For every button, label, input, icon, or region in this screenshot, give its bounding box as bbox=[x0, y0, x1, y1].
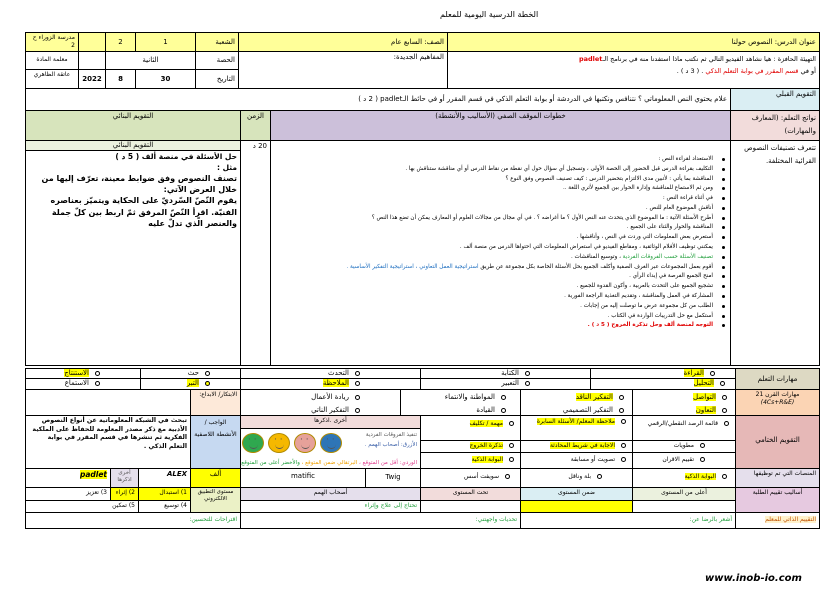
stimulus-line2c: . ( 3 د ) . bbox=[676, 67, 706, 76]
platform-matific: matific bbox=[240, 468, 366, 488]
platform-alef: ألف bbox=[190, 468, 241, 488]
step-text: أقوم بعمل المجموعات عبر الغرف الصفية وأكلف الجميع بحل الأسئلة الخاصة بكل مجموعة عن طريق bbox=[478, 263, 713, 270]
skill-speaking: التحدث bbox=[240, 368, 421, 379]
stimulus bbox=[447, 51, 820, 89]
grade: الصف: السابع عام bbox=[238, 32, 448, 52]
formative-line: يقوم النّصّ السّرديّ على الحكاية ويتميّز بعناصره الفنيّة. اقرأ النّصّ المرفق ثمّ اربط بين كلّ جملة والعنصر الّذي تدلّ عليه bbox=[50, 196, 237, 228]
teacher-label: معلمة المادة bbox=[25, 51, 79, 70]
date-label: التاريخ bbox=[195, 69, 239, 89]
step-item: أناقش الموضوع العام للنص . bbox=[274, 204, 713, 214]
summative-item: ملاحظة المعلم/ الأسئلة السابرة bbox=[520, 415, 633, 441]
assessment-styles-label: أساليب تقييم الطلبة bbox=[735, 487, 820, 513]
level-below: تحت المستوى bbox=[420, 487, 521, 501]
homework-label: الواجب / الأنشطة اللاصفية bbox=[190, 415, 241, 469]
summative-label: التقويم الختامي bbox=[735, 415, 820, 469]
blank-cell bbox=[78, 51, 106, 70]
e-level-label: مستوى التطبيق الالكتروني bbox=[190, 487, 241, 513]
green-face-icon bbox=[242, 433, 264, 453]
teacher-name: عاتقة الظاهري bbox=[25, 69, 79, 89]
platform-twig: Twig bbox=[365, 468, 421, 488]
platform-swift: سويفت أسس bbox=[420, 468, 521, 488]
step-item: التكليف بقراءة الدرس قبل الحضور إلى الحصة الأولى ، وتسجيل أي سؤال حول أي نقطة من نقاط الدرس أو أي مناقشة ستناقش بها . bbox=[274, 165, 713, 175]
school-name: مدرسة الزوراء ح 2 bbox=[25, 32, 79, 52]
date-day: 30 bbox=[135, 69, 196, 89]
new-concepts: المفاهيم الجديدة: bbox=[238, 51, 448, 89]
formative-line: حل الأسئلة في منصة ألف ( 5 د ) bbox=[115, 152, 237, 161]
skill-observation: الملاحظة bbox=[240, 378, 421, 390]
summative-item: الاجابة في شريط المحادثة bbox=[520, 440, 633, 453]
summative-item: تصويت أو مسابقة bbox=[520, 452, 633, 469]
step-item: تشجيع الجميع على التحدث بالعربية ، وأكون القدوة للجميع . bbox=[274, 282, 713, 292]
e-level-enrichment[interactable]: 2) إثراء bbox=[110, 487, 139, 501]
section-label: الشعبة bbox=[195, 32, 239, 52]
period-value: الثانية bbox=[105, 51, 196, 70]
skills-label: مهارات التعلم bbox=[735, 368, 820, 390]
suggestions-field[interactable]: اقتراحات للتحسين: bbox=[25, 512, 241, 529]
pre-assessment-label: التقويم القبلي bbox=[730, 88, 820, 111]
satisfied-field[interactable]: أشعر بالرضا عن: bbox=[520, 512, 736, 529]
skills21-col2: التفكير الناقد التفكير التصميمي bbox=[520, 389, 633, 416]
section-value: 1 bbox=[135, 32, 196, 52]
step-item: في أثناء قراءة النص : bbox=[274, 194, 713, 204]
step-rest: ، وتوسيع المناقشات . bbox=[570, 253, 621, 260]
stimulus-line2a: أو في bbox=[798, 67, 816, 76]
formative-line: مثل : bbox=[216, 162, 237, 172]
period-label: الحصة bbox=[195, 51, 239, 70]
pink-face-icon bbox=[294, 433, 316, 453]
platforms-label: المنصات التي تم توظيفها bbox=[735, 468, 820, 488]
summative-item: مهمة / تكليف bbox=[420, 415, 521, 441]
formative-header: التقويم البنائي bbox=[25, 110, 241, 141]
step-item bbox=[274, 253, 713, 263]
creativity-label: الابتكار/ الابداع: bbox=[190, 389, 241, 416]
e-level-substitution[interactable]: 1) استبدال bbox=[138, 487, 191, 501]
skills21-label: مهارات القرن 21 (4Cs+R&E) bbox=[735, 389, 820, 416]
formative-subheader: التقويم البنائي bbox=[25, 140, 241, 151]
pre-assessment-text: علام يحتوي النص المعلوماتي ؟ نتنافس ونكتبها في الدردشة أو بوابة التعلم الذكي في قسم المقرر أو في حائط الـpadlet ( 2 د ) bbox=[25, 88, 731, 111]
stimulus-line2b: قسم المقرر في بوابة التعلم الذكي bbox=[705, 67, 799, 76]
challenges-field[interactable]: تحديات واجهتني: bbox=[240, 512, 521, 529]
platform-bla: بلة وناقل bbox=[520, 468, 633, 488]
step-item: أستكمل مع حل التدريبات الواردة في الكتاب . bbox=[274, 312, 713, 322]
step-blue: استراتيجية العمل التعاوني ، استراتيجية التفكير الأساسية . bbox=[346, 263, 479, 270]
skill-writing: الكتابة bbox=[420, 368, 591, 379]
summative-other: أخرى .اذكرها bbox=[240, 415, 421, 429]
step-item: ومن ثم الاستماع للمناقشة وإدارة الحوار بين الجميع لأثري اللغة .. bbox=[274, 184, 713, 194]
platform-smart-portal: البوابة الذكية bbox=[632, 468, 736, 488]
padlet-label: padlet bbox=[578, 55, 603, 63]
remedial-text: تحتاج إلى علاج وإثراء bbox=[240, 500, 421, 513]
summative-item: مطويات bbox=[632, 440, 736, 453]
platform-alex: ALEX bbox=[138, 468, 191, 488]
lesson-title: عنوان الدرس: النصوص حولنا bbox=[447, 32, 820, 52]
steps-header: خطوات الموقف الصفي (الأساليب والأنشطة) bbox=[270, 110, 731, 141]
skill-hath: حث bbox=[140, 368, 241, 379]
orange-face-icon bbox=[268, 433, 290, 453]
outcome-text: تتعرف تصنيفات النصوص القرائية المختلفة. bbox=[730, 140, 820, 366]
e-level-reinforce[interactable]: 3) تعزيز bbox=[25, 487, 111, 501]
step-green: تصنيف الأسئلة حسب الفروقات الفردية bbox=[622, 253, 713, 260]
summative-item: تقييم الاقران bbox=[632, 452, 736, 469]
step-item: المناقشة بما يأتي : لأتبين مدى الالتزام بتحضير الدرس : كيف تصنيف النصوص وفق النوع ؟ bbox=[274, 175, 713, 185]
differentiation: تنفيذ الفروقات الفردية الأزرق: أصحاب الهمم . الوردي: أقل من المتوقع ، البرتقالي ضمن المتوقع ، والأخضر أعلى من المتوقع bbox=[240, 428, 421, 469]
formative-content bbox=[25, 150, 241, 366]
footer-url[interactable]: www.inob-io.com bbox=[705, 573, 802, 584]
skill-listening: الاستماع bbox=[25, 378, 141, 390]
level-within: ضمن المستوى bbox=[520, 487, 633, 501]
e-level-expand[interactable]: 4) توسيع bbox=[138, 500, 191, 513]
summative-item: تذكرة الخروج bbox=[420, 440, 521, 453]
skill-expression: التعبير bbox=[420, 378, 591, 390]
step-item: يمكنني توظيف الأفلام الوثائقية ، ومقاطع الفيديو في استعراض المعلومات التي احتواها الدرس من منصة ألف . bbox=[274, 243, 713, 253]
skill-analysis: التحليل bbox=[590, 378, 736, 390]
platform-other: أخرى اذكرها bbox=[110, 468, 139, 488]
skills21-col4: ريادة الأعمال التفكير الناتي bbox=[240, 389, 401, 416]
step-item: المشاركة في العمل والمناقشة ، وتقديم التغذية الراجعة الفورية . bbox=[274, 292, 713, 302]
blue-face-icon bbox=[320, 433, 342, 453]
step-item: الطلب من كل مجموعة عرض ما توصلت إليه من إجابات . bbox=[274, 302, 713, 312]
homework-text: تبحث في الشبكة المعلوماتية عن أنواع النصوص الأدبية مع ذكر مصدر المعلومة للحفاظ على الملكية الفكرية ثم تنشرها في قسم المقرر في بوابة التعلم الذكي . bbox=[25, 415, 191, 469]
skills21-col3: المواطنة والانتماء القيادة bbox=[400, 389, 521, 416]
step-item: المناقشة والحوار والثناء على الجميع . bbox=[274, 223, 713, 233]
date-year: 2022 bbox=[78, 69, 106, 89]
skill-prediction: التبر bbox=[140, 378, 241, 390]
step-item: التوجه لمنصة ألف وحل تذكرة الخروج ( 5 د ) . bbox=[274, 321, 713, 331]
steps-list bbox=[274, 155, 727, 331]
self-eval-label: التقييم الذاتي للمعلم bbox=[735, 512, 820, 529]
skills21-col1: التواصل التعاون bbox=[632, 389, 736, 416]
formative-line: تصنف النصوص وفق ضوابط معينة، تعرّف إليها من خلال العرض الآتي: bbox=[41, 174, 237, 195]
step-item bbox=[274, 263, 713, 273]
date-month: 8 bbox=[105, 69, 136, 89]
platform-padlet: padlet bbox=[25, 468, 111, 488]
step-item: امنح الجميع الفرصة في إبداء الرأي . bbox=[274, 272, 713, 282]
outcomes-header: نواتج التعلم: (المعارف والمهارات) bbox=[730, 110, 820, 141]
time-value: 20 د bbox=[240, 140, 271, 366]
summative-item: قائمة الرصد النقطي/الرقمي bbox=[632, 415, 736, 441]
e-level-empower[interactable]: 5) تمكين bbox=[25, 500, 139, 513]
summative-item: البوابة الذكية bbox=[420, 452, 521, 469]
section-value-2: 2 bbox=[105, 32, 136, 52]
steps-cell bbox=[270, 140, 731, 366]
stimulus-text: التهيئة الحافزة : هيا نشاهد الفيديو التالي ثم نكتب ماذا استفدنا منه في برنامج الـ bbox=[602, 55, 816, 63]
time-header: الزمن bbox=[240, 110, 271, 141]
level-special-needs: أصحاب الهمم bbox=[240, 487, 421, 501]
page-title: الخطة الدرسية اليومية للمعلم bbox=[440, 10, 539, 19]
step-item: أطرح الأسئلة الآتية : ما الموضوع الذي يتحدث عنه النص الأول ؟ ما أغراضه ؟ . في أي مجال من مجالات العلوم أو المعارف يمكن أن تضع هذا النص ؟ bbox=[274, 214, 713, 224]
step-item: أستعرض بعض المعلومات التي وردت في النص ، وأناقشها . bbox=[274, 233, 713, 243]
blank-cell bbox=[78, 32, 106, 52]
skill-inference: الاستنتاج bbox=[25, 368, 141, 379]
skill-reading: القراءة bbox=[590, 368, 736, 379]
level-above: أعلى من المستوى bbox=[632, 487, 736, 501]
creativity-value bbox=[25, 389, 191, 416]
step-item: الاستعداد لقراءة النص : bbox=[274, 155, 713, 165]
